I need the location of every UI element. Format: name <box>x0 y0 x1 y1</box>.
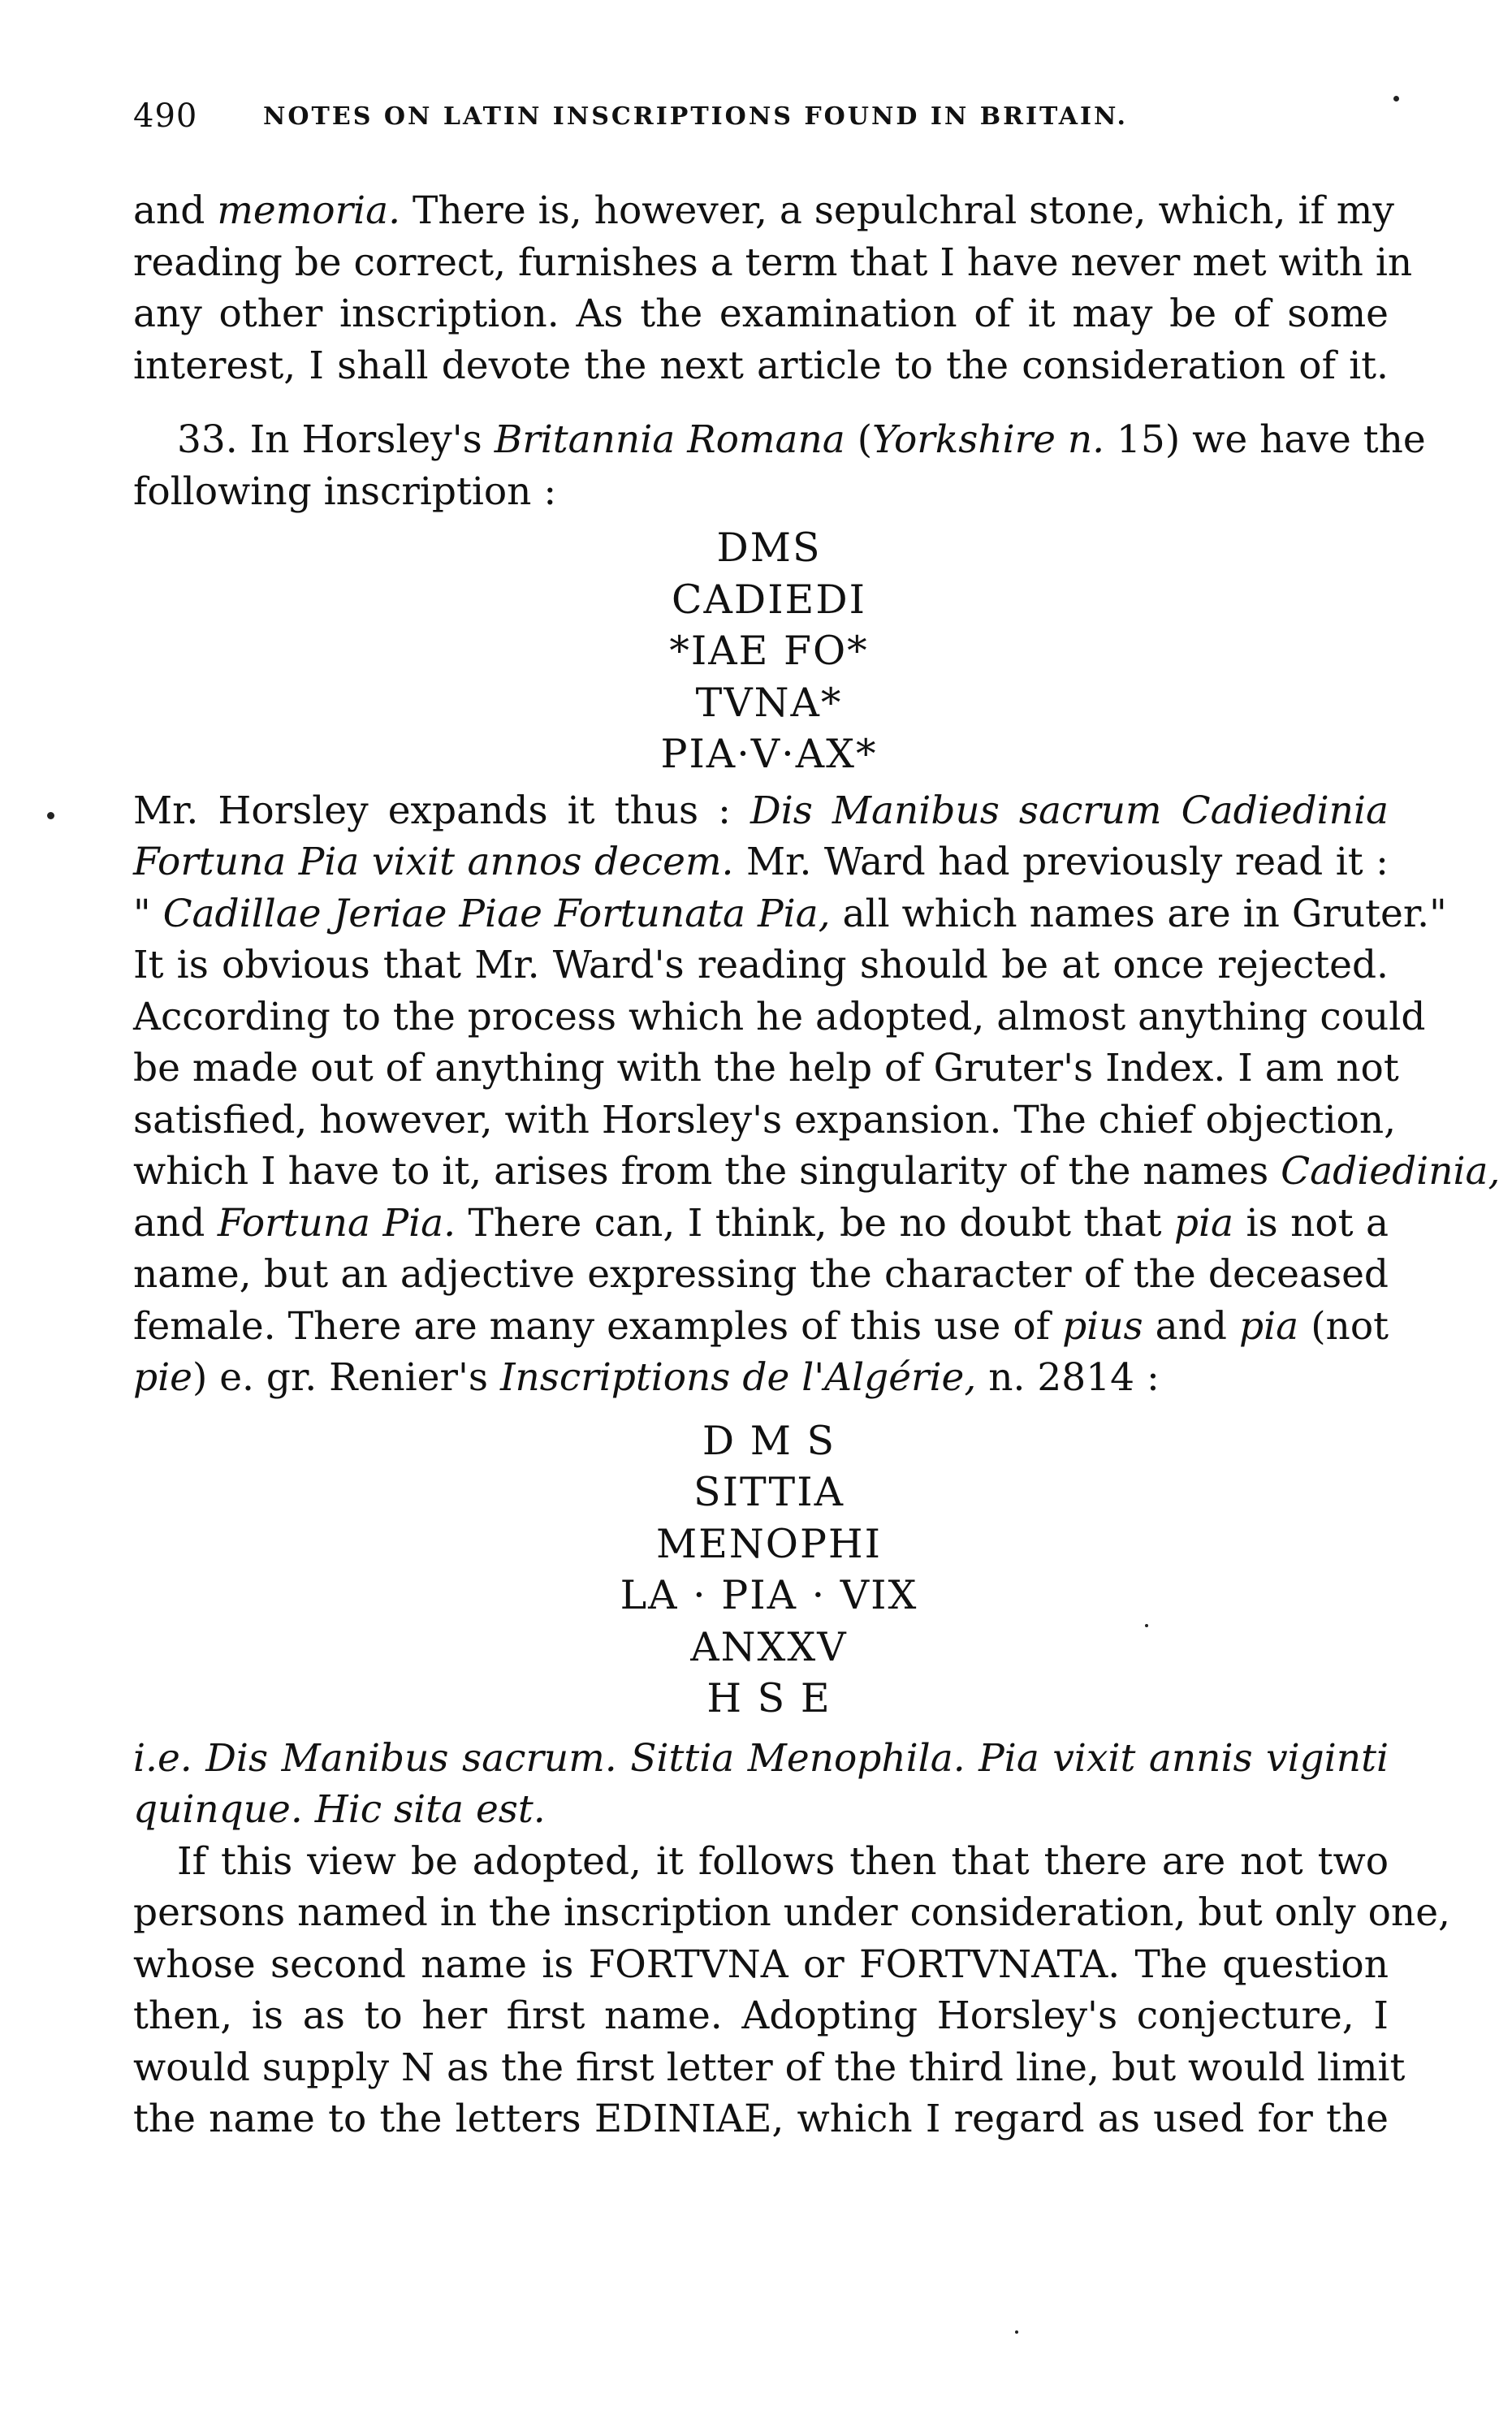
text-segment: According to the process which he adopted, almost anything could <box>133 994 1426 1039</box>
italic-text: Yorkshire n. <box>872 417 1105 462</box>
intro-paragraph <box>133 185 1413 391</box>
text-segment: ( <box>845 417 873 462</box>
text-line <box>133 1784 1389 1836</box>
text-segment: ) e. gr. Renier's <box>192 1355 500 1400</box>
text-segment: Mr. Horsley expands it thus : <box>133 788 751 833</box>
text-line <box>133 1146 1501 1198</box>
inscription-line: TVNA* <box>695 679 843 726</box>
text-segment: and <box>133 1200 218 1246</box>
inscription-renier <box>133 1415 1389 1725</box>
text-line <box>133 1301 1389 1353</box>
text-segment: whose second name is FORTVNA or FORTVNATA. The question <box>133 1941 1389 1987</box>
inscription-line: LA · PIA · VIX <box>620 1572 918 1618</box>
text-line <box>133 888 1447 940</box>
text-segment: n. 2814 : <box>976 1355 1160 1400</box>
text-segment: persons named in the inscription under consideration, but only one, <box>133 1890 1450 1935</box>
text-line <box>133 836 1389 888</box>
text-line <box>133 288 1389 340</box>
text-segment: following inscription : <box>133 469 557 514</box>
text-segment: which I have to it, arises from the singularity of the names <box>133 1149 1281 1194</box>
commentary-paragraph <box>133 785 1501 1404</box>
text-segment: Mr. Ward had previously read it : <box>733 840 1389 884</box>
text-line <box>133 185 1394 237</box>
text-segment: be made out of anything with the help of Gruter's Index. I am not <box>133 1046 1399 1091</box>
text-line <box>133 414 1426 466</box>
text-line <box>133 1352 1389 1404</box>
italic-text: pie <box>133 1355 192 1400</box>
text-segment: and <box>133 188 218 233</box>
text-line <box>133 2042 1406 2094</box>
text-line <box>133 1095 1397 1147</box>
italic-text: Dis Manibus sacrum Cadiedinia <box>750 788 1389 833</box>
text-line <box>133 1198 1389 1250</box>
ink-speck <box>1393 96 1399 102</box>
text-line <box>133 785 1389 837</box>
italic-text: Cadillae Jeriae Piae Fortunata Pia, <box>162 891 831 936</box>
text-segment: There can, I think, be no doubt that <box>456 1200 1174 1246</box>
inscription-horsley <box>133 522 1389 780</box>
italic-text: pia <box>1173 1200 1234 1246</box>
ink-speck <box>1145 1624 1148 1627</box>
italic-text: pia <box>1239 1303 1299 1349</box>
text-segment: reading be correct, furnishes a term that I have never met with in <box>133 240 1413 285</box>
book-page <box>133 89 1501 2145</box>
inscription-line: SITTIA <box>693 1469 845 1515</box>
italic-text: i.e. Dis Manibus sacrum. Sittia Menophila. Pia vixit annis viginti <box>133 1735 1389 1781</box>
text-segment: (not <box>1298 1303 1389 1349</box>
italic-text: Cadiedinia, <box>1281 1149 1501 1194</box>
running-head <box>133 89 1389 146</box>
text-segment: " <box>133 891 163 936</box>
text-line <box>133 1043 1399 1095</box>
text-line <box>133 1836 1389 1888</box>
running-title: NOTES ON LATIN INSCRIPTIONS FOUND IN BRITAIN. <box>263 102 1128 131</box>
text-segment: is not a <box>1233 1200 1389 1246</box>
italic-text: quinque. Hic sita est. <box>133 1787 546 1832</box>
text-segment: If this view be adopted, it follows then that there are not two <box>177 1838 1389 1884</box>
inscription-line: MENOPHI <box>655 1520 883 1567</box>
text-line <box>133 991 1426 1043</box>
text-segment: female. There are many examples of this use of <box>133 1303 1063 1349</box>
text-segment: 33. In Horsley's <box>177 417 495 462</box>
text-line <box>133 1939 1389 1991</box>
text-segment: any other inscription. As the examination of it may be of some <box>133 292 1389 336</box>
inscription-line: PIA·V·AX* <box>660 731 878 777</box>
italic-text: Fortuna Pia. <box>217 1200 456 1246</box>
text-line <box>133 2093 1389 2145</box>
page-number: 490 <box>133 97 198 135</box>
text-segment: satisfied, however, with Horsley's expansion. The chief objection, <box>133 1097 1397 1142</box>
section-33-heading-paragraph <box>133 414 1426 517</box>
italic-text: memoria. <box>217 188 401 233</box>
text-segment: 15) we have the <box>1104 417 1426 462</box>
text-line <box>133 1249 1389 1301</box>
italic-text: pius <box>1062 1303 1143 1349</box>
text-segment: the name to the letters EDINIAE, which I regard as used for the <box>133 2097 1389 2141</box>
inscription-line: ANXXV <box>690 1623 848 1670</box>
ink-speck <box>47 812 54 819</box>
text-segment: would supply N as the first letter of the third line, but would limit <box>133 2045 1406 2090</box>
inscription-line: *IAE FO* <box>669 628 869 674</box>
text-line <box>133 1733 1389 1785</box>
inscription-line: DMS <box>716 525 822 571</box>
inscription-line: D M S <box>702 1417 836 1464</box>
text-line <box>133 237 1413 289</box>
text-segment: There is, however, a sepulchral stone, which, if my <box>400 188 1394 233</box>
text-segment: all which names are in Gruter." <box>830 891 1447 936</box>
text-segment: and <box>1143 1303 1240 1349</box>
italic-text: Britannia Romana <box>494 417 845 462</box>
italic-text: Inscriptions de l'Algérie, <box>499 1355 977 1400</box>
text-line <box>133 1990 1389 2042</box>
text-line <box>133 466 1389 518</box>
translation-paragraph <box>133 1733 1389 1836</box>
text-segment: It is obvious that Mr. Ward's reading should be at once rejected. <box>133 943 1389 987</box>
ink-speck <box>1015 2330 1018 2334</box>
inscription-line: CADIEDI <box>672 576 866 623</box>
text-segment: name, but an adjective expressing the character of the deceased <box>133 1252 1389 1297</box>
text-segment: interest, I shall devote the next article to the consideration of it. <box>133 343 1389 388</box>
conclusion-paragraph <box>133 1836 1450 2145</box>
italic-text: Fortuna Pia vixit annos decem. <box>133 840 734 884</box>
text-line <box>133 939 1389 991</box>
text-line <box>133 340 1389 392</box>
inscription-line: H S E <box>706 1675 832 1721</box>
text-segment: then, is as to her first name. Adopting Horsley's conjecture, I <box>133 1993 1389 2038</box>
text-line <box>133 1887 1450 1939</box>
